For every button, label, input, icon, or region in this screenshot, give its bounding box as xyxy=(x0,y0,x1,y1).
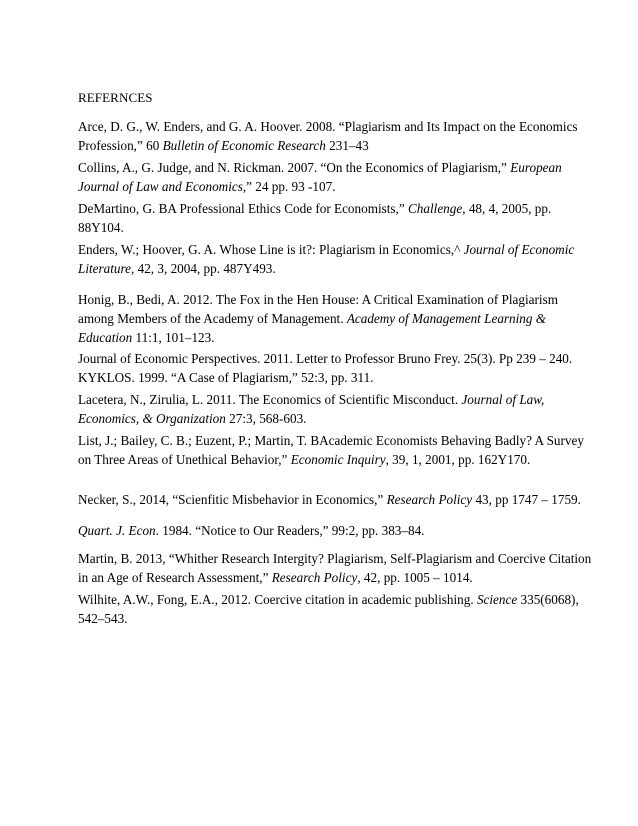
reference-text: 11:1, 101–123. xyxy=(132,330,215,345)
reference-entry xyxy=(78,390,564,428)
reference-entry xyxy=(78,349,573,387)
italic-text: Academy of Management Learning & xyxy=(346,311,547,326)
reference-entry xyxy=(78,158,564,196)
reference-text: , 42, 3, 2004, pp. 487Y493. xyxy=(131,261,276,276)
reference-entry xyxy=(78,199,564,237)
reference-text: Martin, B. 2013, “Whither Research Intergity? Plagiarism, Self-Plagiarism and Coercive Citation xyxy=(78,551,592,566)
reference-text: Honig, B., Bedi, A. 2012. The Fox in the Hen House: A Critical Examination of Plagiarism xyxy=(78,292,558,307)
italic-text: Quart. J. Econ xyxy=(78,523,156,538)
reference-text: 231–43 xyxy=(325,138,369,153)
reference-line xyxy=(78,590,579,609)
reference-entry xyxy=(78,490,581,509)
reference-text: 88Y104. xyxy=(78,220,124,235)
reference-text: Necker, S., 2014, “Scienfitic Misbehavior in Economics,” xyxy=(78,492,387,507)
reference-line xyxy=(78,177,564,196)
italic-text: Science xyxy=(476,592,518,607)
italic-text: Journal of Law, xyxy=(461,392,545,407)
reference-entry xyxy=(78,521,564,540)
reference-line xyxy=(78,290,564,309)
italic-text: Research Policy xyxy=(271,570,358,585)
reference-line xyxy=(78,117,578,136)
reference-text: on Three Areas of Unethical Behavior,” xyxy=(78,452,291,467)
reference-text: KYKLOS. 1999. “A Case of Plagiarism,” 52:3, pp. 311. xyxy=(78,370,374,385)
reference-line xyxy=(78,450,564,469)
reference-line xyxy=(78,309,564,328)
reference-line xyxy=(78,390,564,409)
reference-entry xyxy=(78,240,575,278)
reference-entry xyxy=(78,590,579,628)
reference-text: Wilhite, A.W., Fong, E.A., 2012. Coercive citation in academic publishing. xyxy=(78,592,477,607)
italic-text: Literature xyxy=(78,261,131,276)
reference-entry xyxy=(78,549,592,587)
reference-line xyxy=(78,568,564,587)
reference-text: 27:3, 568-603. xyxy=(225,411,307,426)
reference-line xyxy=(78,521,564,540)
reference-text: ,” 24 pp. 93 -107. xyxy=(242,179,336,194)
reference-text: 542–543. xyxy=(78,611,128,626)
reference-text: 43, pp 1747 – 1759. xyxy=(472,492,581,507)
reference-line xyxy=(78,199,564,218)
reference-line xyxy=(78,240,575,259)
reference-line xyxy=(78,136,564,155)
reference-line xyxy=(78,431,584,450)
references-heading: REFERNCES xyxy=(78,90,153,105)
reference-text: List, J.; Bailey, C. B.; Euzent, P.; Martin, T. BAcademic Economists Behaving Badly? A Survey xyxy=(78,433,584,448)
reference-text: Enders, W.; Hoover, G. A. Whose Line is it?: Plagiarism in Economics,^ xyxy=(78,242,464,257)
reference-text: , 42, pp. 1005 – 1014. xyxy=(357,570,473,585)
reference-line xyxy=(78,158,564,177)
reference-line xyxy=(78,490,581,509)
italic-text: Economic Inquiry xyxy=(290,452,386,467)
reference-line xyxy=(78,349,573,368)
reference-line xyxy=(78,409,564,428)
reference-line xyxy=(78,609,564,628)
reference-line xyxy=(78,259,564,278)
reference-text: 335(6068), xyxy=(517,592,579,607)
italic-text: Challenge xyxy=(408,201,463,216)
reference-entry xyxy=(78,290,564,347)
reference-text: Lacetera, N., Zirulia, L. 2011. The Economics of Scientific Misconduct. xyxy=(78,392,462,407)
reference-line xyxy=(78,368,564,387)
reference-entry xyxy=(78,117,578,155)
reference-line xyxy=(78,549,592,568)
reference-entry xyxy=(78,431,584,469)
italic-text: Bulletin of Economic Research xyxy=(162,138,326,153)
reference-line xyxy=(78,218,564,237)
reference-text: DeMartino, G. BA Professional Ethics Code for Economists,” xyxy=(78,201,409,216)
italic-text: Journal of Economic xyxy=(463,242,575,257)
reference-text: among Members of the Academy of Management. xyxy=(78,311,347,326)
reference-text: in an Age of Research Assessment,” xyxy=(78,570,272,585)
italic-text: Economics, & Organization xyxy=(78,411,226,426)
reference-text: Journal of Economic Perspectives. 2011. Letter to Professor Bruno Frey. 25(3). Pp 239 – 240. xyxy=(78,351,573,366)
reference-text: Profession,” 60 xyxy=(78,138,163,153)
reference-text: , 39, 1, 2001, pp. 162Y170. xyxy=(385,452,531,467)
italic-text: European xyxy=(510,160,562,175)
italic-text: Journal of Law and Economics xyxy=(78,179,243,194)
reference-line xyxy=(78,328,564,347)
reference-text: . 1984. “Notice to Our Readers,” 99:2, pp. 383–84. xyxy=(155,523,425,538)
reference-text: Collins, A., G. Judge, and N. Rickman. 2007. “On the Economics of Plagiarism,” xyxy=(78,160,511,175)
reference-text: , 48, 4, 2005, pp. xyxy=(462,201,552,216)
italic-text: Research Policy xyxy=(386,492,473,507)
italic-text: Education xyxy=(78,330,133,345)
reference-text: Arce, D. G., W. Enders, and G. A. Hoover. 2008. “Plagiarism and Its Impact on the Economics xyxy=(78,119,578,134)
